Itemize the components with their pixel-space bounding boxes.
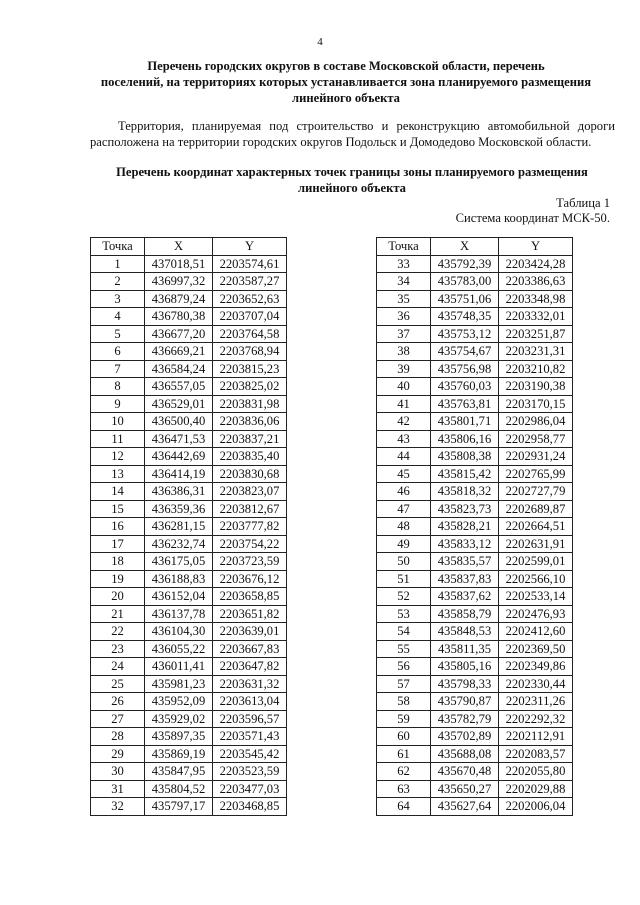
x-coordinate-cell: 436011,41 bbox=[145, 658, 213, 676]
x-coordinate-cell: 436152,04 bbox=[145, 588, 213, 606]
y-coordinate-cell: 2202292,32 bbox=[499, 710, 573, 728]
point-number-cell: 15 bbox=[91, 500, 145, 518]
x-coordinate-cell: 435754,67 bbox=[431, 343, 499, 361]
point-number-cell: 45 bbox=[377, 465, 431, 483]
point-number-cell: 52 bbox=[377, 588, 431, 606]
point-number-cell: 12 bbox=[91, 448, 145, 466]
point-number-cell: 49 bbox=[377, 535, 431, 553]
y-coordinate-cell: 2202727,79 bbox=[499, 483, 573, 501]
x-coordinate-cell: 435756,98 bbox=[431, 360, 499, 378]
table-row bbox=[377, 255, 573, 273]
x-coordinate-cell: 435828,21 bbox=[431, 518, 499, 536]
table-row bbox=[377, 710, 573, 728]
point-number-cell: 30 bbox=[91, 763, 145, 781]
point-number-cell: 50 bbox=[377, 553, 431, 571]
point-number-cell: 61 bbox=[377, 745, 431, 763]
y-coordinate-cell: 2203830,68 bbox=[213, 465, 287, 483]
y-coordinate-cell: 2202029,88 bbox=[499, 780, 573, 798]
table-row bbox=[377, 448, 573, 466]
point-number-cell: 39 bbox=[377, 360, 431, 378]
column-header-y: Y bbox=[213, 238, 287, 256]
y-coordinate-cell: 2203815,23 bbox=[213, 360, 287, 378]
point-number-cell: 37 bbox=[377, 325, 431, 343]
x-coordinate-cell: 436188,83 bbox=[145, 570, 213, 588]
x-coordinate-cell: 437018,51 bbox=[145, 255, 213, 273]
table-caption bbox=[456, 196, 610, 226]
table-row bbox=[377, 308, 573, 326]
table-row bbox=[91, 745, 287, 763]
y-coordinate-cell: 2202931,24 bbox=[499, 448, 573, 466]
point-number-cell: 55 bbox=[377, 640, 431, 658]
table-row bbox=[91, 658, 287, 676]
point-number-cell: 40 bbox=[377, 378, 431, 396]
x-coordinate-cell: 435815,42 bbox=[431, 465, 499, 483]
point-number-cell: 38 bbox=[377, 343, 431, 361]
y-coordinate-cell: 2202631,91 bbox=[499, 535, 573, 553]
x-coordinate-cell: 436557,05 bbox=[145, 378, 213, 396]
table-row bbox=[91, 343, 287, 361]
y-coordinate-cell: 2202055,80 bbox=[499, 763, 573, 781]
title-line: поселений, на территориях которых устанавливается зона планируемого размещения bbox=[100, 75, 592, 89]
x-coordinate-cell: 435797,17 bbox=[145, 798, 213, 816]
y-coordinate-cell: 2203676,12 bbox=[213, 570, 287, 588]
table-row bbox=[377, 395, 573, 413]
x-coordinate-cell: 435798,33 bbox=[431, 675, 499, 693]
y-coordinate-cell: 2203210,82 bbox=[499, 360, 573, 378]
x-coordinate-cell: 435763,81 bbox=[431, 395, 499, 413]
table-row bbox=[377, 570, 573, 588]
table-row bbox=[91, 308, 287, 326]
x-coordinate-cell: 435702,89 bbox=[431, 728, 499, 746]
point-number-cell: 62 bbox=[377, 763, 431, 781]
table-row bbox=[377, 745, 573, 763]
point-number-cell: 6 bbox=[91, 343, 145, 361]
x-coordinate-cell: 436442,69 bbox=[145, 448, 213, 466]
y-coordinate-cell: 2203190,38 bbox=[499, 378, 573, 396]
y-coordinate-cell: 2203574,61 bbox=[213, 255, 287, 273]
y-coordinate-cell: 2203545,42 bbox=[213, 745, 287, 763]
point-number-cell: 56 bbox=[377, 658, 431, 676]
y-coordinate-cell: 2203707,04 bbox=[213, 308, 287, 326]
y-coordinate-cell: 2202006,04 bbox=[499, 798, 573, 816]
x-coordinate-cell: 435650,27 bbox=[431, 780, 499, 798]
table-body-right bbox=[377, 255, 573, 815]
x-coordinate-cell: 435833,12 bbox=[431, 535, 499, 553]
table-row bbox=[377, 465, 573, 483]
table-row bbox=[91, 448, 287, 466]
point-number-cell: 29 bbox=[91, 745, 145, 763]
column-header-x: X bbox=[145, 238, 213, 256]
table-row bbox=[91, 535, 287, 553]
point-number-cell: 4 bbox=[91, 308, 145, 326]
table-row bbox=[91, 500, 287, 518]
y-coordinate-cell: 2203723,59 bbox=[213, 553, 287, 571]
x-coordinate-cell: 435811,35 bbox=[431, 640, 499, 658]
x-coordinate-cell: 436780,38 bbox=[145, 308, 213, 326]
y-coordinate-cell: 2202369,50 bbox=[499, 640, 573, 658]
y-coordinate-cell: 2203639,01 bbox=[213, 623, 287, 641]
x-coordinate-cell: 435670,48 bbox=[431, 763, 499, 781]
x-coordinate-cell: 435806,16 bbox=[431, 430, 499, 448]
title-line: Перечень городских округов в составе Московской области, перечень bbox=[147, 59, 545, 73]
table-row bbox=[91, 465, 287, 483]
table-body-left bbox=[91, 255, 287, 815]
y-coordinate-cell: 2203651,82 bbox=[213, 605, 287, 623]
table-row bbox=[377, 535, 573, 553]
x-coordinate-cell: 436359,36 bbox=[145, 500, 213, 518]
point-number-cell: 24 bbox=[91, 658, 145, 676]
point-number-cell: 5 bbox=[91, 325, 145, 343]
y-coordinate-cell: 2202599,01 bbox=[499, 553, 573, 571]
table-row bbox=[91, 640, 287, 658]
table-row bbox=[91, 360, 287, 378]
point-number-cell: 7 bbox=[91, 360, 145, 378]
table-row bbox=[377, 675, 573, 693]
table-row bbox=[377, 728, 573, 746]
point-number-cell: 19 bbox=[91, 570, 145, 588]
table-row bbox=[377, 553, 573, 571]
table-row bbox=[377, 623, 573, 641]
point-number-cell: 21 bbox=[91, 605, 145, 623]
point-number-cell: 64 bbox=[377, 798, 431, 816]
table-row bbox=[377, 780, 573, 798]
x-coordinate-cell: 435952,09 bbox=[145, 693, 213, 711]
table-row bbox=[91, 395, 287, 413]
x-coordinate-cell: 435837,83 bbox=[431, 570, 499, 588]
table-row bbox=[377, 290, 573, 308]
y-coordinate-cell: 2203652,63 bbox=[213, 290, 287, 308]
x-coordinate-cell: 435783,00 bbox=[431, 273, 499, 291]
point-number-cell: 53 bbox=[377, 605, 431, 623]
table-row bbox=[377, 693, 573, 711]
table-row bbox=[91, 798, 287, 816]
table-header-row bbox=[377, 238, 573, 256]
point-number-cell: 60 bbox=[377, 728, 431, 746]
table-row bbox=[91, 675, 287, 693]
y-coordinate-cell: 2203587,27 bbox=[213, 273, 287, 291]
x-coordinate-cell: 435808,38 bbox=[431, 448, 499, 466]
y-coordinate-cell: 2203764,58 bbox=[213, 325, 287, 343]
y-coordinate-cell: 2202664,51 bbox=[499, 518, 573, 536]
y-coordinate-cell: 2202412,60 bbox=[499, 623, 573, 641]
title-line: линейного объекта bbox=[292, 91, 400, 105]
x-coordinate-cell: 435823,73 bbox=[431, 500, 499, 518]
y-coordinate-cell: 2203837,21 bbox=[213, 430, 287, 448]
table-row bbox=[91, 483, 287, 501]
x-coordinate-cell: 435688,08 bbox=[431, 745, 499, 763]
y-coordinate-cell: 2203571,43 bbox=[213, 728, 287, 746]
y-coordinate-cell: 2202330,44 bbox=[499, 675, 573, 693]
table-row bbox=[377, 588, 573, 606]
x-coordinate-cell: 436386,31 bbox=[145, 483, 213, 501]
point-number-cell: 27 bbox=[91, 710, 145, 728]
y-coordinate-cell: 2203777,82 bbox=[213, 518, 287, 536]
y-coordinate-cell: 2203332,01 bbox=[499, 308, 573, 326]
coordinates-title-line: линейного объекта bbox=[298, 181, 406, 195]
table-row bbox=[91, 290, 287, 308]
table-row bbox=[91, 378, 287, 396]
point-number-cell: 18 bbox=[91, 553, 145, 571]
y-coordinate-cell: 2203468,85 bbox=[213, 798, 287, 816]
table-row bbox=[91, 413, 287, 431]
y-coordinate-cell: 2203754,22 bbox=[213, 535, 287, 553]
y-coordinate-cell: 2202476,93 bbox=[499, 605, 573, 623]
point-number-cell: 47 bbox=[377, 500, 431, 518]
table-row bbox=[377, 483, 573, 501]
point-number-cell: 17 bbox=[91, 535, 145, 553]
y-coordinate-cell: 2202986,04 bbox=[499, 413, 573, 431]
y-coordinate-cell: 2203348,98 bbox=[499, 290, 573, 308]
point-number-cell: 58 bbox=[377, 693, 431, 711]
y-coordinate-cell: 2203631,32 bbox=[213, 675, 287, 693]
y-coordinate-cell: 2203251,87 bbox=[499, 325, 573, 343]
table-row bbox=[91, 588, 287, 606]
table-row bbox=[377, 798, 573, 816]
coordinates-table-left bbox=[90, 237, 287, 816]
x-coordinate-cell: 435627,64 bbox=[431, 798, 499, 816]
point-number-cell: 31 bbox=[91, 780, 145, 798]
table-row bbox=[91, 693, 287, 711]
x-coordinate-cell: 435848,53 bbox=[431, 623, 499, 641]
coordinates-title-line: Перечень координат характерных точек границы зоны планируемого размещения bbox=[116, 165, 588, 179]
x-coordinate-cell: 435837,62 bbox=[431, 588, 499, 606]
x-coordinate-cell: 436879,24 bbox=[145, 290, 213, 308]
table-row bbox=[377, 360, 573, 378]
y-coordinate-cell: 2203424,28 bbox=[499, 255, 573, 273]
table-row bbox=[91, 570, 287, 588]
y-coordinate-cell: 2203831,98 bbox=[213, 395, 287, 413]
x-coordinate-cell: 435897,35 bbox=[145, 728, 213, 746]
point-number-cell: 13 bbox=[91, 465, 145, 483]
point-number-cell: 59 bbox=[377, 710, 431, 728]
y-coordinate-cell: 2202533,14 bbox=[499, 588, 573, 606]
x-coordinate-cell: 436677,20 bbox=[145, 325, 213, 343]
x-coordinate-cell: 435818,32 bbox=[431, 483, 499, 501]
y-coordinate-cell: 2203825,02 bbox=[213, 378, 287, 396]
x-coordinate-cell: 436281,15 bbox=[145, 518, 213, 536]
x-coordinate-cell: 435782,79 bbox=[431, 710, 499, 728]
y-coordinate-cell: 2202765,99 bbox=[499, 465, 573, 483]
column-header-x: X bbox=[431, 238, 499, 256]
table-row bbox=[91, 325, 287, 343]
point-number-cell: 57 bbox=[377, 675, 431, 693]
point-number-cell: 10 bbox=[91, 413, 145, 431]
table-row bbox=[91, 710, 287, 728]
y-coordinate-cell: 2203523,59 bbox=[213, 763, 287, 781]
y-coordinate-cell: 2203658,85 bbox=[213, 588, 287, 606]
x-coordinate-cell: 435835,57 bbox=[431, 553, 499, 571]
point-number-cell: 33 bbox=[377, 255, 431, 273]
y-coordinate-cell: 2203667,83 bbox=[213, 640, 287, 658]
x-coordinate-cell: 436055,22 bbox=[145, 640, 213, 658]
y-coordinate-cell: 2203596,57 bbox=[213, 710, 287, 728]
x-coordinate-cell: 436137,78 bbox=[145, 605, 213, 623]
x-coordinate-cell: 436997,32 bbox=[145, 273, 213, 291]
point-number-cell: 36 bbox=[377, 308, 431, 326]
x-coordinate-cell: 435790,87 bbox=[431, 693, 499, 711]
y-coordinate-cell: 2203386,63 bbox=[499, 273, 573, 291]
point-number-cell: 8 bbox=[91, 378, 145, 396]
x-coordinate-cell: 436232,74 bbox=[145, 535, 213, 553]
x-coordinate-cell: 435981,23 bbox=[145, 675, 213, 693]
page-number: 4 bbox=[317, 36, 323, 48]
point-number-cell: 35 bbox=[377, 290, 431, 308]
x-coordinate-cell: 436414,19 bbox=[145, 465, 213, 483]
table-header-row bbox=[91, 238, 287, 256]
x-coordinate-cell: 435792,39 bbox=[431, 255, 499, 273]
y-coordinate-cell: 2203812,67 bbox=[213, 500, 287, 518]
table-row bbox=[377, 500, 573, 518]
table-row bbox=[377, 658, 573, 676]
table-row bbox=[377, 518, 573, 536]
y-coordinate-cell: 2202689,87 bbox=[499, 500, 573, 518]
y-coordinate-cell: 2203823,07 bbox=[213, 483, 287, 501]
point-number-cell: 3 bbox=[91, 290, 145, 308]
point-number-cell: 9 bbox=[91, 395, 145, 413]
table-label: Таблица 1 bbox=[556, 196, 610, 210]
y-coordinate-cell: 2203647,82 bbox=[213, 658, 287, 676]
table-row bbox=[377, 763, 573, 781]
point-number-cell: 11 bbox=[91, 430, 145, 448]
point-number-cell: 23 bbox=[91, 640, 145, 658]
y-coordinate-cell: 2202349,86 bbox=[499, 658, 573, 676]
y-coordinate-cell: 2203170,15 bbox=[499, 395, 573, 413]
point-number-cell: 2 bbox=[91, 273, 145, 291]
point-number-cell: 51 bbox=[377, 570, 431, 588]
x-coordinate-cell: 436500,40 bbox=[145, 413, 213, 431]
point-number-cell: 42 bbox=[377, 413, 431, 431]
column-header-point: Точка bbox=[377, 238, 431, 256]
x-coordinate-cell: 435751,06 bbox=[431, 290, 499, 308]
point-number-cell: 25 bbox=[91, 675, 145, 693]
y-coordinate-cell: 2203768,94 bbox=[213, 343, 287, 361]
coordinates-title bbox=[92, 164, 612, 196]
x-coordinate-cell: 435805,16 bbox=[431, 658, 499, 676]
y-coordinate-cell: 2202958,77 bbox=[499, 430, 573, 448]
x-coordinate-cell: 436471,53 bbox=[145, 430, 213, 448]
table-row bbox=[377, 640, 573, 658]
y-coordinate-cell: 2203835,40 bbox=[213, 448, 287, 466]
y-coordinate-cell: 2202112,91 bbox=[499, 728, 573, 746]
table-row bbox=[377, 325, 573, 343]
table-row bbox=[91, 518, 287, 536]
table-row bbox=[91, 255, 287, 273]
x-coordinate-cell: 435929,02 bbox=[145, 710, 213, 728]
x-coordinate-cell: 436529,01 bbox=[145, 395, 213, 413]
table-row bbox=[377, 343, 573, 361]
point-number-cell: 20 bbox=[91, 588, 145, 606]
y-coordinate-cell: 2203836,06 bbox=[213, 413, 287, 431]
table-row bbox=[91, 553, 287, 571]
table-row bbox=[91, 273, 287, 291]
table-row bbox=[91, 763, 287, 781]
point-number-cell: 16 bbox=[91, 518, 145, 536]
table-row bbox=[377, 605, 573, 623]
table-row bbox=[91, 605, 287, 623]
table-row bbox=[377, 378, 573, 396]
y-coordinate-cell: 2203477,03 bbox=[213, 780, 287, 798]
y-coordinate-cell: 2203231,31 bbox=[499, 343, 573, 361]
x-coordinate-cell: 435748,35 bbox=[431, 308, 499, 326]
x-coordinate-cell: 435804,52 bbox=[145, 780, 213, 798]
point-number-cell: 46 bbox=[377, 483, 431, 501]
column-header-point: Точка bbox=[91, 238, 145, 256]
x-coordinate-cell: 435869,19 bbox=[145, 745, 213, 763]
coordinates-table-right bbox=[376, 237, 573, 816]
x-coordinate-cell: 435847,95 bbox=[145, 763, 213, 781]
document-title bbox=[86, 58, 606, 106]
point-number-cell: 14 bbox=[91, 483, 145, 501]
table-row bbox=[91, 728, 287, 746]
table-row bbox=[91, 780, 287, 798]
point-number-cell: 48 bbox=[377, 518, 431, 536]
point-number-cell: 26 bbox=[91, 693, 145, 711]
column-header-y: Y bbox=[499, 238, 573, 256]
point-number-cell: 41 bbox=[377, 395, 431, 413]
x-coordinate-cell: 436175,05 bbox=[145, 553, 213, 571]
point-number-cell: 44 bbox=[377, 448, 431, 466]
table-row bbox=[377, 413, 573, 431]
territory-paragraph: Территория, планируемая под строительство и реконструкцию автомобильной дороги расположена на территории городских округов Подольск и Домодедово Московской области. bbox=[90, 119, 615, 149]
x-coordinate-cell: 435753,12 bbox=[431, 325, 499, 343]
x-coordinate-cell: 436584,24 bbox=[145, 360, 213, 378]
y-coordinate-cell: 2203613,04 bbox=[213, 693, 287, 711]
x-coordinate-cell: 435801,71 bbox=[431, 413, 499, 431]
y-coordinate-cell: 2202311,26 bbox=[499, 693, 573, 711]
y-coordinate-cell: 2202566,10 bbox=[499, 570, 573, 588]
coordinate-system: Система координат МСК-50. bbox=[455, 211, 610, 225]
point-number-cell: 32 bbox=[91, 798, 145, 816]
point-number-cell: 63 bbox=[377, 780, 431, 798]
x-coordinate-cell: 435760,03 bbox=[431, 378, 499, 396]
point-number-cell: 22 bbox=[91, 623, 145, 641]
x-coordinate-cell: 436669,21 bbox=[145, 343, 213, 361]
table-row bbox=[377, 273, 573, 291]
y-coordinate-cell: 2202083,57 bbox=[499, 745, 573, 763]
point-number-cell: 54 bbox=[377, 623, 431, 641]
table-row bbox=[377, 430, 573, 448]
point-number-cell: 28 bbox=[91, 728, 145, 746]
table-row bbox=[91, 623, 287, 641]
table-row bbox=[91, 430, 287, 448]
x-coordinate-cell: 436104,30 bbox=[145, 623, 213, 641]
point-number-cell: 34 bbox=[377, 273, 431, 291]
point-number-cell: 43 bbox=[377, 430, 431, 448]
point-number-cell: 1 bbox=[91, 255, 145, 273]
x-coordinate-cell: 435858,79 bbox=[431, 605, 499, 623]
